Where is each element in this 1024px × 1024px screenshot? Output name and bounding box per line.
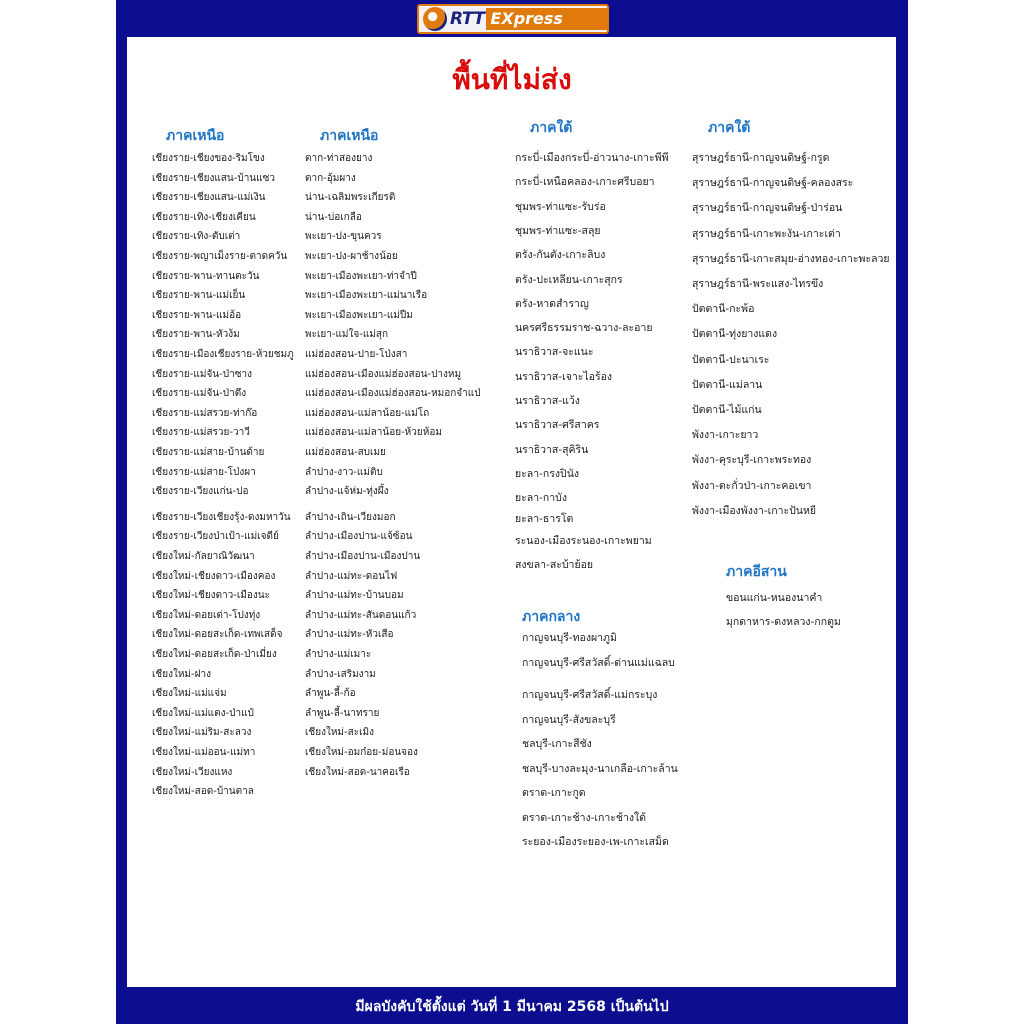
area-list-item: เชียงราย-เวียงแก่น-ปอ xyxy=(152,486,249,498)
area-list-item: เชียงใหม่-แม่ออน-แม่ทา xyxy=(152,747,256,758)
area-list-item: กาญจนบุรี-ศรีสวัสดิ์-แม่กระบุง xyxy=(522,689,658,701)
logo-sub-text: EXpress xyxy=(486,8,607,30)
area-list-item: นครศรีธรรมราช-ฉวาง-ละอาย xyxy=(515,322,653,335)
area-list-item: เชียงราย-เวียงเชียงรุ้ง-ดงมหาวัน xyxy=(152,511,291,523)
area-list-item: เชียงราย-เชียงแสน-บ้านแซว xyxy=(152,172,275,184)
area-list-item: ลำปาง-แม่ทะ-หัวเสือ xyxy=(305,629,394,641)
area-list-item: พะเยา-เมืองพะเยา-แม่ปืม xyxy=(305,309,413,321)
area-list-item: ชุมพร-ท่าแซะ-รับร่อ xyxy=(515,200,606,213)
area-list-item: นราธิวาส-เจาะไอร้อง xyxy=(515,370,613,383)
area-list-item: เชียงใหม่-ดอยเต่า-โปงทุ่ง xyxy=(152,609,261,621)
area-list-item: ลำปาง-เมืองปาน-เมืองปาน xyxy=(305,551,421,562)
area-list-item: ตราด-เกาะช้าง-เกาะช้างใต้ xyxy=(522,811,646,824)
area-list-item: เชียงราย-เชียงของ-ริมโขง xyxy=(152,153,265,164)
area-list-item: สุราษฎร์ธานี-กาญจนดิษฐ์-ป่าร่อน xyxy=(692,202,843,215)
area-list-item: ลำปาง-แม่ทะ-บ้านบอม xyxy=(305,590,404,602)
region-heading: ภาคเหนือ xyxy=(320,128,379,144)
area-list-item: ลำปาง-เถิน-เวียงมอก xyxy=(305,511,396,523)
area-list-item: ลำพูน-ลี้-ก้อ xyxy=(305,688,356,700)
area-list-item: นราธิวาส-จะแนะ xyxy=(515,346,594,359)
area-list-item: ระนอง-เมืองระนอง-เกาะพยาม xyxy=(515,534,652,547)
page-title: พื้นที่ไม่ส่ง xyxy=(452,63,572,96)
area-list-item: ปัตตานี-แม่ลาน xyxy=(692,378,763,391)
area-list-item: ตรัง-ปะเหลียน-เกาะสุกร xyxy=(515,273,623,286)
area-list-item: เชียงราย-แม่จัน-ป่าซาง xyxy=(152,368,252,380)
logo-brand-text: RTT xyxy=(450,9,485,29)
area-list-item: ปัตตานี-ไม้แก่น xyxy=(692,404,762,416)
area-list-item: พะเยา-แม่ใจ-แม่สุก xyxy=(305,329,389,341)
area-list-item: เชียงใหม่-กัลยาณิวัฒนา xyxy=(152,551,255,562)
area-list-item: แม่ฮ่องสอน-ปาย-โป่งสา xyxy=(305,349,408,360)
area-list-item: เชียงราย-เทิง-เชียงเคียน xyxy=(152,211,256,223)
area-list-item: สุราษฎร์ธานี-กาญจนดิษฐ์-คลองสระ xyxy=(692,177,854,190)
area-list-item: เชียงใหม่-ดอยสะเก็ด-เทพเสด็จ xyxy=(152,629,283,641)
area-list-item: พะเยา-ปง-ขุนควร xyxy=(305,231,382,243)
region-heading: ภาคใต้ xyxy=(530,120,573,136)
area-list-item: เชียงใหม่-สอด-บ้านตาล xyxy=(152,786,254,798)
area-list-item: พะเยา-เมืองพะเยา-แม่นาเรือ xyxy=(305,290,428,302)
area-list-item: สุราษฎร์ธานี-กาญจนดิษฐ์-กรูด xyxy=(692,152,830,164)
area-list-item: นราธิวาส-ศรีสาคร xyxy=(515,419,600,432)
area-list-item: ลำปาง-เสริมงาม xyxy=(305,668,376,680)
area-list-item: พังงา-ตะกั่วป่า-เกาะคอเขา xyxy=(692,479,812,492)
area-list-item: เชียงใหม่-แม่แตง-ป่าแป๋ xyxy=(152,707,254,719)
area-list-item: เชียงใหม่-อมก๋อย-ม่อนจอง xyxy=(305,747,418,758)
area-list-item: ตราด-เกาะกูด xyxy=(522,787,586,799)
area-list-item: แม่ฮ่องสอน-เมืองแม่ฮ่องสอน-หมอกจำแป่ xyxy=(305,388,481,400)
area-list-item: เชียงใหม่-ฝาง xyxy=(152,668,211,680)
area-list-item: แม่ฮ่องสอน-สบเมย xyxy=(305,447,386,458)
area-list-item: เชียงราย-แม่สาย-บ้านด้าย xyxy=(152,447,265,458)
area-list-item: เชียงใหม่-เวียงแหง xyxy=(152,766,233,778)
area-list-item: เชียงราย-แม่สรวย-วาวี xyxy=(152,427,250,439)
area-list-item: ปัตตานี-ปะนาเระ xyxy=(692,353,770,366)
area-list-item: เชียงใหม่-แม่แจ่ม xyxy=(152,688,227,700)
area-list-item: เชียงราย-แม่จัน-ป่าตึง xyxy=(152,388,247,400)
area-list-item: ปัตตานี-กะพ้อ xyxy=(692,303,755,316)
area-list-item: ลำปาง-งาว-แม่ติบ xyxy=(305,466,383,478)
area-list-item: ลำปาง-แม่ทะ-ดอนไฟ xyxy=(305,570,398,582)
area-list-item: กระบี่-เหนือคลอง-เกาะศรีบอยา xyxy=(515,176,655,189)
area-list-item: เชียงราย-พญาเม็งราย-ตาดควัน xyxy=(152,251,288,262)
area-list-item: เชียงราย-พาน-แม่อ้อ xyxy=(152,309,242,321)
area-list-item: ลำปาง-แม่ทะ-สันดอนแก้ว xyxy=(305,609,417,621)
area-list-item: สุราษฎร์ธานี-เกาะพะงัน-เกาะเต่า xyxy=(692,227,841,240)
area-list-item: ชลบุรี-เกาะสีชัง xyxy=(522,738,592,750)
area-list-item: ขอนแก่น-หนองนาคำ xyxy=(726,592,823,604)
area-list-item: สุราษฎร์ธานี-พระแสง-ไทรขึง xyxy=(692,278,824,290)
area-list-item: เชียงใหม่-แม่ริม-สะลวง xyxy=(152,727,252,739)
area-list-item: เชียงใหม่-สอด-นาคอเรือ xyxy=(305,766,410,778)
area-list-item: เชียงราย-พาน-หัวง้ม xyxy=(152,329,240,341)
region-heading: ภาคเหนือ xyxy=(166,128,225,144)
area-list-item: ตาก-ท่าสองยาง xyxy=(305,153,373,164)
area-list-item: เชียงราย-เมืองเชียงราย-ห้วยชมภู xyxy=(152,349,294,360)
area-list-item: เชียงราย-เทิง-ตับเต่า xyxy=(152,231,241,243)
logo-emblem-icon xyxy=(423,7,447,31)
area-list-item: ตาก-อุ้มผาง xyxy=(305,172,356,184)
region-heading: ภาคอีสาน xyxy=(726,564,787,580)
area-list-item: แม่ฮ่องสอน-แม่ลาน้อย-แม่โถ xyxy=(305,407,430,419)
area-list-item: เชียงราย-พาน-ทานตะวัน xyxy=(152,270,260,282)
area-list-item: พะเยา-ปง-ผาช้างน้อย xyxy=(305,251,398,262)
area-list-item: นราธิวาส-สุคิริน xyxy=(515,443,589,456)
area-list-item: เชียงใหม่-ดอยสะเก็ด-ป่าเมี่ยง xyxy=(152,649,277,660)
area-list-item: น่าน-เฉลิมพระเกียรติ xyxy=(305,192,396,204)
area-list-item: เชียงราย-แม่สรวย-ท่าก๊อ xyxy=(152,407,258,419)
area-list-item: สุราษฎร์ธานี-เกาะสมุย-อ่างทอง-เกาะพะลวย xyxy=(692,252,890,265)
area-list-item: กาญจนบุรี-สังขละบุรี xyxy=(522,713,616,726)
area-list-item: สงขลา-สะบ้าย้อย xyxy=(515,559,594,572)
rtt-express-logo xyxy=(417,4,609,34)
area-list-item: ชลบุรี-บางละมุง-นาเกลือ-เกาะล้าน xyxy=(522,762,678,775)
area-list-item: เชียงราย-แม่สาย-โป่งผา xyxy=(152,466,256,478)
area-list-item: พังงา-เกาะยาว xyxy=(692,429,759,442)
area-list-item: มุกดาหาร-ดงหลวง-กกตูม xyxy=(726,616,841,628)
area-list-item: เชียงราย-เชียงแสน-แม่เงิน xyxy=(152,192,266,204)
area-list-item: น่าน-บ่อเกลือ xyxy=(305,211,362,223)
area-list-item: แม่ฮ่องสอน-เมืองแม่ฮ่องสอน-ปางหมู xyxy=(305,368,462,380)
area-list-item: ยะลา-กาบัง xyxy=(515,492,567,505)
area-list-item: ลำพูน-ลี้-นาทราย xyxy=(305,707,380,719)
area-list-item: ลำปาง-เมืองปาน-แจ้ซ้อน xyxy=(305,531,413,543)
area-list-item: กาญจนบุรี-ศรีสวัสดิ์-ด่านแม่แฉลบ xyxy=(522,656,675,669)
region-heading: ภาคใต้ xyxy=(708,120,751,136)
area-list-item: ระยอง-เมืองระยอง-เพ-เกาะเสม็ด xyxy=(522,836,669,848)
area-list-item: ยะลา-ธารโต xyxy=(515,512,574,525)
area-list-item: เชียงใหม่-เชียงดาว-เมืองนะ xyxy=(152,590,271,602)
effective-date-notice: มีผลบังคับใช้ตั้งแต่ วันที่ 1 มีนาคม 2568 เป็นต้นไป xyxy=(355,999,669,1015)
area-list-item: ตรัง-หาดสำราญ xyxy=(515,297,589,310)
area-list-item: พังงา-เมืองพังงา-เกาะปันหยี xyxy=(692,504,817,517)
region-heading: ภาคกลาง xyxy=(522,609,581,625)
area-list-item: พังงา-คุระบุรี-เกาะพระทอง xyxy=(692,454,812,467)
area-list-item: เชียงใหม่-เชียงดาว-เมืองคอง xyxy=(152,570,276,582)
area-list-item: เชียงราย-พาน-แม่เย็น xyxy=(152,290,246,302)
area-list-item: ยะลา-กรงปินัง xyxy=(515,467,580,480)
area-list-item: ลำปาง-แม่เมาะ xyxy=(305,649,372,660)
area-list-item: ตรัง-กันตัง-เกาะลิบง xyxy=(515,249,606,262)
area-list-item: ชุมพร-ท่าแซะ-สลุย xyxy=(515,224,601,237)
area-list-item: กระบี่-เมืองกระบี่-อ่าวนาง-เกาะพีพี xyxy=(515,152,669,164)
area-list-item: ปัตตานี-ทุ่งยางแดง xyxy=(692,328,778,341)
area-list-item: เชียงใหม่-สะเมิง xyxy=(305,727,374,739)
area-list-item: กาญจนบุรี-ทองผาภูมิ xyxy=(522,632,617,644)
area-list-item: เชียงราย-เวียงป่าเป้า-แม่เจดีย์ xyxy=(152,531,279,543)
area-list-item: แม่ฮ่องสอน-แม่ลาน้อย-ห้วยห้อม xyxy=(305,427,442,439)
area-list-item: พะเยา-เมืองพะเยา-ท่าจำปี xyxy=(305,270,417,282)
area-list-item: นราธิวาส-แว้ง xyxy=(515,395,580,407)
area-list-item: ลำปาง-แจ้ห่ม-ทุ่งผึ้ง xyxy=(305,486,389,498)
